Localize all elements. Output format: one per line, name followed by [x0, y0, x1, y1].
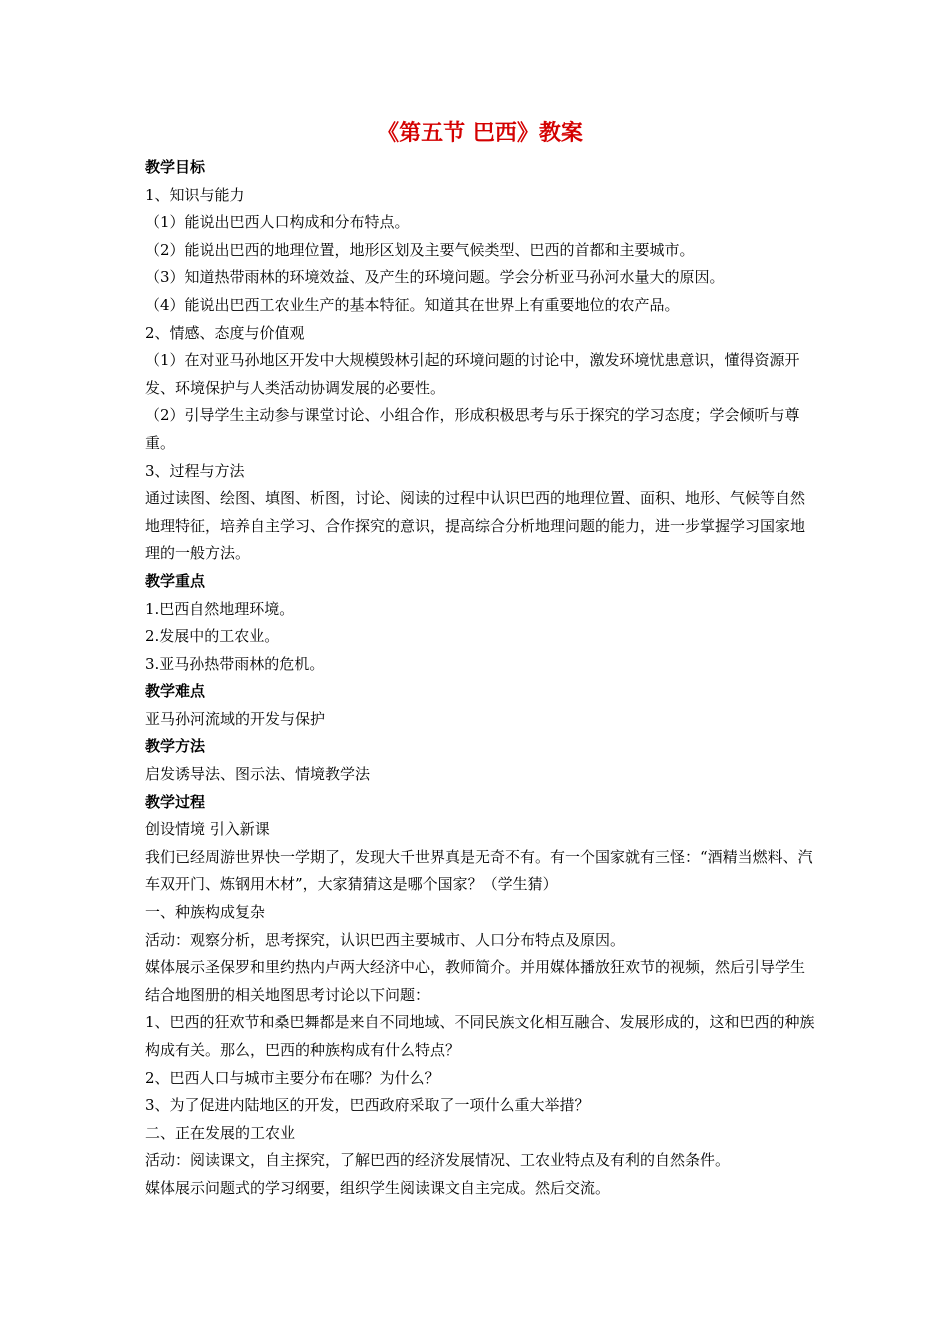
part1-question: 1、巴西的狂欢节和桑巴舞都是来自不同地域、不同民族文化相互融合、发展形成的，这和巴西的种族构成有关。那么，巴西的种族构成有什么特点？	[145, 1013, 815, 1059]
key-point-item: 1.巴西自然地理环境。	[145, 599, 295, 618]
knowledge-heading: 1、知识与能力	[145, 185, 245, 204]
key-points-heading: 教学重点	[145, 571, 206, 590]
difficulties-heading: 教学难点	[145, 682, 206, 701]
part1-question: 2、巴西人口与城市主要分布在哪？为什么？	[145, 1068, 440, 1087]
intro-heading: 创设情境 引入新课	[145, 820, 270, 839]
methods-heading: 教学方法	[145, 737, 206, 756]
key-point-item: 2.发展中的工农业。	[145, 627, 280, 646]
process-heading: 3、过程与方法	[145, 461, 245, 480]
document-page	[145, 118, 815, 1203]
document-title: 《第五节 巴西》教案	[377, 121, 583, 146]
emotion-heading: 2、情感、态度与价值观	[145, 323, 305, 342]
knowledge-item: （2）能说出巴西的地理位置，地形区划及主要气候类型、巴西的首都和主要城市。	[145, 240, 695, 259]
part1-activity: 活动：观察分析，思考探究，认识巴西主要城市、人口分布特点及原因。	[145, 930, 626, 949]
methods-text: 启发诱导法、图示法、情境教学法	[145, 765, 371, 784]
procedure-heading: 教学过程	[145, 792, 206, 811]
knowledge-item: （1）能说出巴西人口构成和分布特点。	[145, 213, 410, 232]
process-text: 通过读图、绘图、填图、析图，讨论、阅读的过程中认识巴西的地理位置、面积、地形、气候等自然地理特征，培养自主学习、合作探究的意识，提高综合分析地理问题的能力，进一步掌握学习国家地理的一般方法。	[145, 489, 806, 563]
emotion-item: （2）引导学生主动参与课堂讨论、小组合作，形成积极思考与乐于探究的学习态度；学会倾听与尊重。	[145, 406, 800, 452]
emotion-item: （1）在对亚马孙地区开发中大规模毁林引起的环境问题的讨论中，激发环境忧患意识，懂得资源开发、环境保护与人类活动协调发展的必要性。	[145, 351, 800, 397]
part2-heading: 二、正在发展的工农业	[145, 1123, 296, 1142]
part1-media: 媒体展示圣保罗和里约热内卢两大经济中心，教师简介。并用媒体播放狂欢节的视频，然后引导学生结合地图册的相关地图思考讨论以下问题：	[145, 958, 806, 1004]
difficulties-text: 亚马孙河流域的开发与保护	[145, 709, 326, 728]
part1-heading: 一、种族构成复杂	[145, 903, 266, 922]
intro-text: 我们已经周游世界快一学期了，发现大千世界真是无奇不有。有一个国家就有三怪：“酒精当燃料、汽车双开门、炼钢用木材”，大家猜猜这是哪个国家？（学生猜）	[145, 847, 813, 894]
knowledge-item: （4）能说出巴西工农业生产的基本特征。知道其在世界上有重要地位的农产品。	[145, 295, 680, 314]
knowledge-item: （3）知道热带雨林的环境效益、及产生的环境问题。学会分析亚马孙河水量大的原因。	[145, 268, 725, 287]
key-point-item: 3.亚马孙热带雨林的危机。	[145, 654, 325, 673]
part2-activity: 活动：阅读课文，自主探究，了解巴西的经济发展情况、工农业特点及有利的自然条件。	[145, 1151, 731, 1170]
part2-media: 媒体展示问题式的学习纲要，组织学生阅读课文自主完成。然后交流。	[145, 1178, 611, 1197]
part1-question: 3、为了促进内陆地区的开发，巴西政府采取了一项什么重大举措？	[145, 1096, 590, 1115]
objectives-heading: 教学目标	[145, 158, 206, 176]
